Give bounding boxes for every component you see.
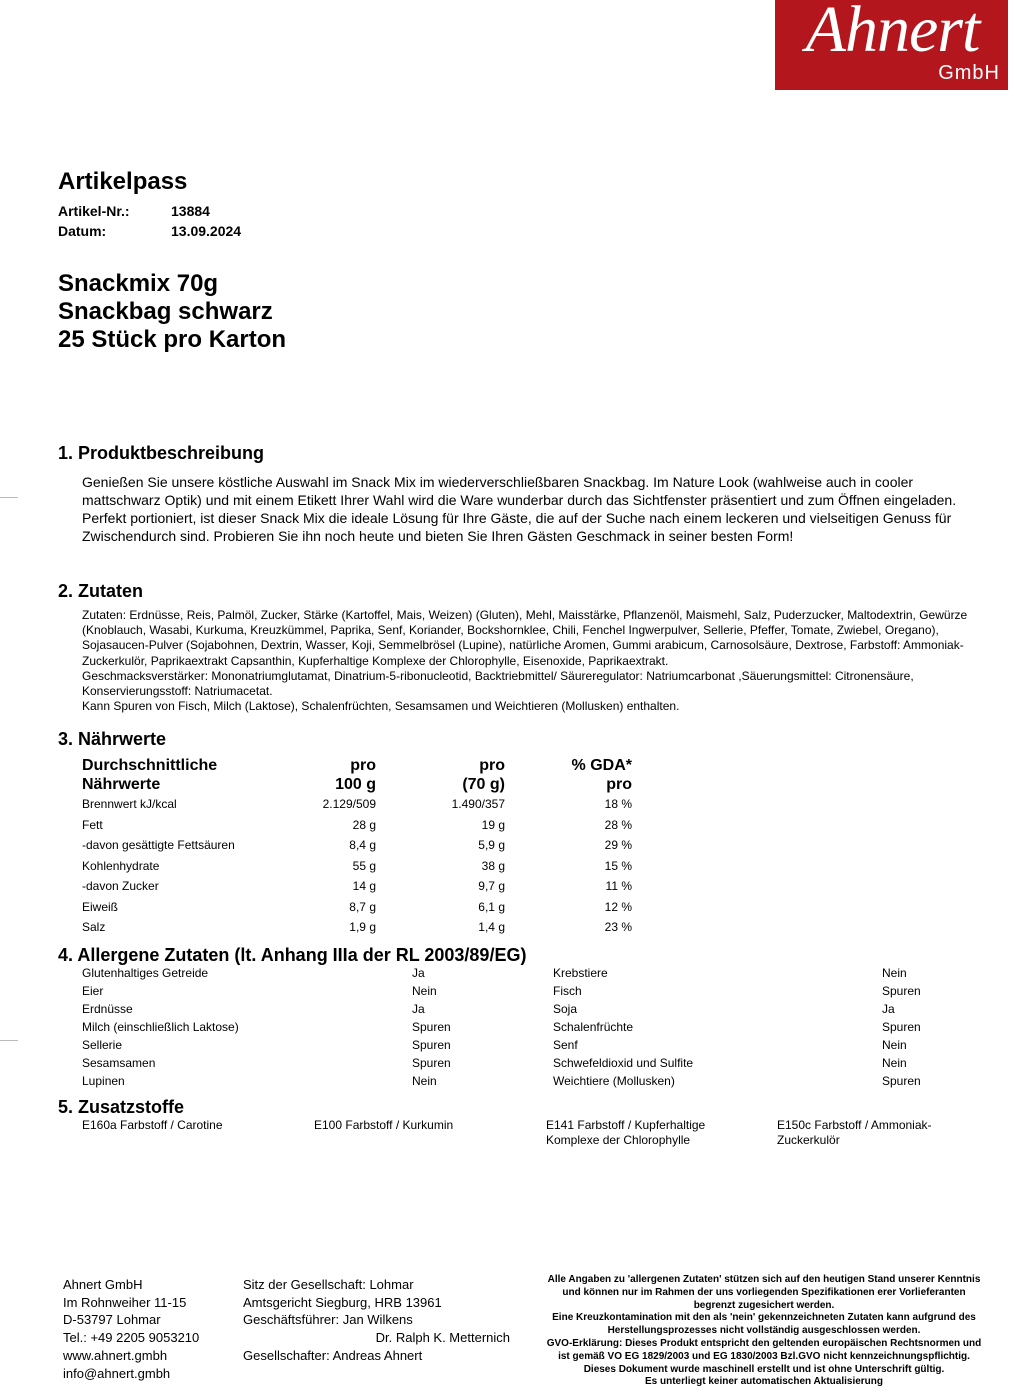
footer-disclaimer [524, 1274, 1004, 1389]
footer-address [63, 1276, 199, 1382]
additive-item: E160a Farbstoff / Carotine [82, 1118, 223, 1132]
allergen-name: Eier [82, 984, 104, 998]
footer-line: Gesellschafter: Andreas Ahnert [243, 1347, 423, 1363]
value-per-100g: 8,7 g [349, 899, 376, 914]
flavour-enhancers-text: Geschmacksverstärker: Mononatriumglutamat, Dinatrium-5-ribonucleotid, Backtriebmittel/ Säureregulator: Natriumcarbonat ,Säuerungsmittel: Citronensäure, Konservierungsstoff: Natriumacetat. [82, 668, 914, 699]
header-text: (70 g) [462, 776, 505, 793]
value-gda: 11 % [605, 879, 632, 893]
allergen-name: Erdnüsse [82, 1002, 133, 1016]
disclaimer-line: GVO-Erklärung: Dieses Produkt entspricht den geltenden europäischen Rechtsnormen und [546, 1337, 982, 1349]
footer-line: Ahnert GmbH [63, 1277, 143, 1292]
logo-suffix: GmbH [938, 62, 1000, 84]
nutrient-name: Brennwert kJ/kcal [82, 797, 177, 811]
nutrition-header-100g [335, 756, 376, 794]
table-row [82, 920, 642, 940]
date-label: Datum: [58, 223, 107, 239]
table-row [82, 1002, 922, 1020]
allergen-status: Spuren [412, 1020, 451, 1034]
footer-line: Dr. Ralph K. Metternich [375, 1330, 510, 1346]
value-gda: 15 % [604, 858, 632, 873]
article-number [58, 203, 210, 219]
footer-line: Sitz der Gesellschaft: Lohmar [243, 1277, 414, 1292]
value-gda: 29 % [604, 838, 632, 852]
table-row [82, 1056, 922, 1074]
allergen-name: Sesamsamen [82, 1056, 156, 1070]
document-date [58, 223, 241, 239]
product-line-1: Snackmix 70g [58, 270, 219, 297]
margin-mark [0, 497, 18, 498]
value-per-100g: 55 g [352, 858, 376, 873]
allergen-status: Ja [412, 966, 425, 980]
table-row [82, 879, 642, 899]
date-value: 13.09.2024 [171, 223, 242, 239]
additive-item: E100 Farbstoff / Kurkumin [314, 1118, 454, 1132]
allergen-status: Spuren [882, 1074, 921, 1088]
header-text: Nährwerte [82, 776, 161, 793]
company-logo [775, 0, 1008, 90]
allergen-name: Schalenfrüchte [553, 1020, 634, 1034]
header-text: pro [606, 776, 632, 793]
allergen-name: Schwefeldioxid und Sulfite [553, 1056, 694, 1070]
allergen-name: Glutenhaltiges Getreide [82, 966, 209, 980]
allergen-name: Krebstiere [553, 966, 608, 980]
value-per-100g: 1,9 g [349, 920, 376, 934]
footer-line: Amtsgericht Siegburg, HRB 13961 [243, 1294, 442, 1310]
footer-website: www.ahnert.gmbh [63, 1347, 168, 1363]
margin-mark [0, 1040, 18, 1041]
allergen-status: Nein [882, 1038, 907, 1052]
value-gda: 12 % [604, 899, 632, 914]
table-row [82, 797, 642, 817]
nutrition-header-gda [572, 756, 632, 794]
allergen-name: Fisch [553, 984, 582, 998]
disclaimer-line: begrenzt zugesichert werden. [693, 1299, 835, 1311]
nutrient-name: -davon Zucker [82, 879, 159, 893]
allergen-name: Sellerie [82, 1038, 123, 1052]
allergen-status: Ja [882, 1002, 895, 1016]
value-per-100g: 8,4 g [349, 838, 376, 852]
nutrient-name: Salz [82, 920, 106, 934]
disclaimer-line: Dieses Dokument wurde maschinell erstellt und ist ohne Unterschrift gültig. [583, 1363, 945, 1375]
logo-name: Ahnert [805, 0, 980, 66]
value-per-70g: 38 g [481, 858, 505, 873]
allergen-name: Soja [553, 1002, 578, 1016]
value-per-100g: 14 g [352, 879, 376, 893]
document-title: Artikelpass [58, 168, 188, 195]
table-row [82, 818, 642, 838]
table-row [82, 900, 642, 920]
section-heading-nutrition: 3. Nährwerte [58, 729, 167, 749]
section-heading-additives: 5. Zusatzstoffe [58, 1097, 185, 1117]
article-number-label: Artikel-Nr.: [58, 203, 130, 219]
nutrition-header-70g [462, 756, 505, 794]
value-per-100g: 28 g [352, 817, 376, 832]
allergen-status: Nein [412, 984, 437, 998]
allergen-status: Spuren [882, 1020, 921, 1034]
value-per-70g: 1,4 g [478, 920, 505, 934]
value-gda: 18 % [604, 797, 632, 811]
nutrient-name: Kohlenhydrate [82, 858, 160, 873]
table-row [82, 1074, 922, 1092]
traces-text: Kann Spuren von Fisch, Milch (Laktose), Schalenfrüchten, Sesamsamen und Weichtieren (Mollusken) enthalten. [82, 699, 680, 714]
allergen-status: Spuren [882, 984, 921, 998]
value-per-70g: 5,9 g [478, 838, 505, 852]
value-per-70g: 6,1 g [478, 899, 505, 914]
ingredients-block [82, 608, 987, 714]
product-description: Genießen Sie unsere köstliche Auswahl im Snack Mix im wiederverschließbaren Snackbag. Im Nature Look (wahlweise auch in cooler mattschwarz Optik) und mit einem Etikett Ihrer Wahl wird die Ware wunderbar durch das Sichtfenster präsentiert und zum Öffnen eingeladen. Perfekt portioniert, ist dieser Snack Mix die ideale Lösung für Ihre Gäste, die auf der Suche nach einem leckeren und vielseitigen Genuss für Zwischendurch sind. Probieren Sie ihn noch heute und bieten Sie Ihren Gästen Geschmack in seiner besten Form! [82, 474, 957, 544]
footer-email: info@ahnert.gmbh [63, 1365, 171, 1381]
nutrient-name: -davon gesättigte Fettsäuren [82, 838, 235, 852]
allergen-status: Nein [412, 1074, 437, 1088]
nutrient-name: Fett [82, 817, 103, 832]
disclaimer-line: ist gemäß VO EG 1829/2003 und EG 1830/2003 Bzl.GVO nicht kennzeichnungspflichtig. [558, 1350, 970, 1362]
product-name [58, 270, 286, 354]
section-heading-allergens: 4. Allergene Zutaten (lt. Anhang IIIa der RL 2003/89/EG) [58, 945, 527, 965]
footer-line: Geschäftsführer: Jan Wilkens [243, 1312, 413, 1328]
section-heading-description: 1. Produktbeschreibung [58, 443, 265, 463]
ingredients-text: Zutaten: Erdnüsse, Reis, Palmöl, Zucker, Stärke (Kartoffel, Mais, Weizen) (Gluten), Mehl, Maisstärke, Pflanzenöl, Maismehl, Salz, Puderzucker, Maltodextrin, Gewürze (Knoblauch, Wasabi, Kurkuma, Kreuzkümmel, Paprika, Senf, Koriander, Bockshornklee, Chili, Fenchel Ingwerpulver, Sellerie, Pfeffer, Tomate, Zwiebel, Oregano), Sojasaucen-Pulver (Sojabohnen, Dextrin, Wasser, Koji, Semmelbrösel (Lupine), natürliche Aromen, Gummi arabicum, Carnosolsäure, Dextrose, Farbstoff: Ammoniak-Zuckerkulör, Paprikaextrakt Capsanthin, Kupferhaltige Komplexe der Chlorophylle, Eisenoxide, Paprikaextrakt. [82, 608, 968, 668]
disclaimer-line: Alle Angaben zu 'allergenen Zutaten' stützen sich auf den heutigen Stand unserer Kenntnis [547, 1274, 981, 1285]
disclaimer-line: Es unterliegt keiner automatischen Aktualisierung [644, 1376, 884, 1388]
allergen-status: Ja [412, 1002, 425, 1016]
header-text: pro [350, 757, 376, 774]
footer-company-info [243, 1276, 513, 1365]
header-text: pro [479, 757, 505, 774]
table-row [82, 966, 922, 984]
header-text: 100 g [335, 776, 376, 793]
footer-line: D-53797 Lohmar [63, 1312, 161, 1328]
additive-item: E141 Farbstoff / Kupferhaltige Komplexe der Chlorophylle [546, 1118, 706, 1147]
footer-line: Im Rohnweiher 11-15 [63, 1294, 187, 1310]
table-row [82, 838, 642, 858]
disclaimer-line: und können nur im Rahmen der uns vorliegenden Spezifikationen erer Vorlieferanten [562, 1286, 966, 1298]
value-gda: 23 % [604, 920, 632, 934]
table-row [82, 1038, 922, 1056]
allergen-name: Lupinen [82, 1074, 125, 1088]
nutrient-name: Eiweiß [82, 899, 119, 914]
allergen-status: Nein [882, 966, 907, 980]
disclaimer-line: Herstellungsprozesses nicht vollständig ausgeschlossen werden. [607, 1325, 921, 1337]
allergen-status: Spuren [412, 1038, 451, 1052]
product-line-3: 25 Stück pro Karton [58, 326, 287, 353]
disclaimer-line: Eine Kreuzkontamination mit den als 'nein' gekennzeichneten Zutaten kann aufgrund des [552, 1312, 976, 1324]
header-text: Durchschnittliche [82, 757, 218, 774]
table-row [82, 1020, 922, 1038]
allergen-name: Milch (einschließlich Laktose) [82, 1020, 239, 1034]
allergen-status: Spuren [412, 1056, 451, 1070]
value-per-70g: 9,7 g [478, 879, 505, 893]
value-per-70g: 19 g [481, 817, 505, 832]
table-row [82, 984, 922, 1002]
value-gda: 28 % [604, 817, 632, 832]
allergen-name: Senf [553, 1038, 578, 1052]
footer-phone: Tel.: +49 2205 9053210 [63, 1330, 200, 1346]
value-per-100g: 2.129/509 [322, 797, 376, 811]
additive-item: E150c Farbstoff / Ammoniak-Zuckerkulör [777, 1118, 932, 1147]
article-number-value: 13884 [171, 203, 210, 219]
header-text: % GDA* [571, 757, 632, 774]
allergen-name: Weichtiere (Mollusken) [553, 1074, 675, 1088]
product-line-2: Snackbag schwarz [58, 298, 273, 325]
table-row [82, 859, 642, 879]
nutrition-header-label [82, 756, 217, 794]
value-per-70g: 1.490/357 [451, 797, 505, 811]
allergen-status: Nein [882, 1056, 907, 1070]
section-heading-ingredients: 2. Zutaten [58, 581, 144, 601]
